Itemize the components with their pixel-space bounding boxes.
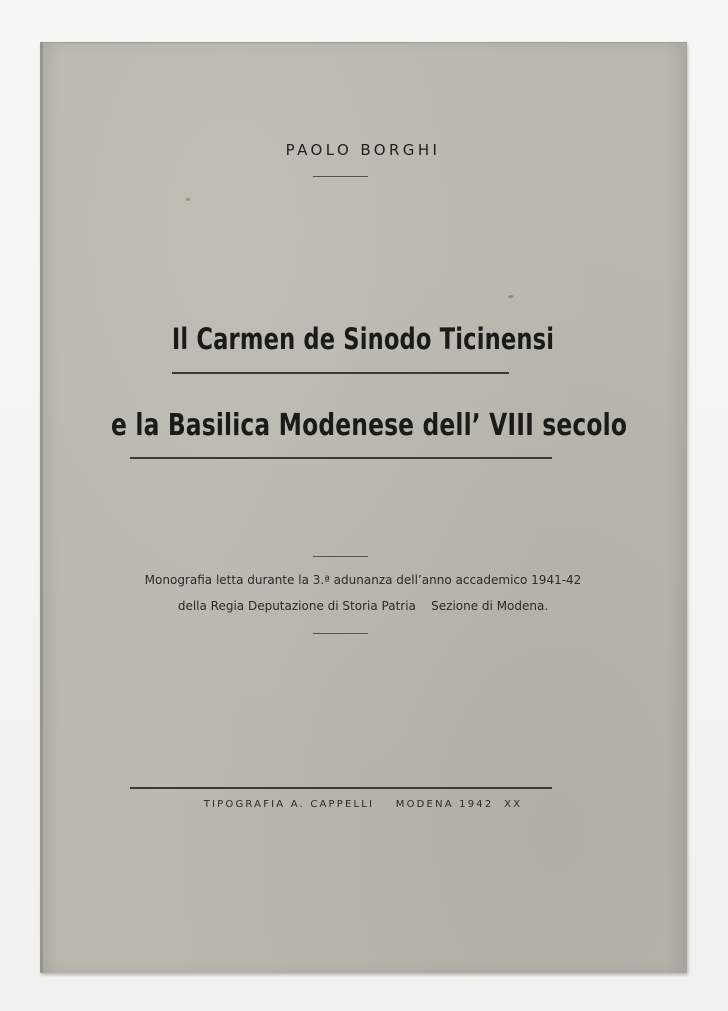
title-line-1: Il Carmen de Sinodo Ticinensi — [171, 322, 555, 356]
imprint-rule — [130, 787, 552, 789]
description-line-2: della Regia Deputazione di Storia Patria Sezione di Modena. — [177, 599, 549, 613]
booklet-spine-edge — [40, 42, 43, 972]
paper-spot — [508, 295, 514, 298]
description-top-divider — [313, 556, 368, 557]
description-line-1: Monografia letta durante la 3.ª adunanza dell’anno accademico 1941-42 — [144, 573, 582, 587]
title-line-1-underline — [172, 372, 509, 374]
printer-imprint: TIPOGRAFIA A. CAPPELLI MODENA 1942 XX — [203, 799, 523, 810]
description-bottom-divider — [313, 633, 368, 634]
author-name: PAOLO BORGHI — [285, 141, 441, 159]
paper-spot — [186, 198, 190, 201]
title-line-2-underline — [130, 457, 552, 459]
author-divider — [313, 176, 368, 177]
title-line-2: e la Basilica Modenese dell’ VIII secolo — [111, 408, 628, 443]
booklet-cover — [40, 42, 687, 973]
